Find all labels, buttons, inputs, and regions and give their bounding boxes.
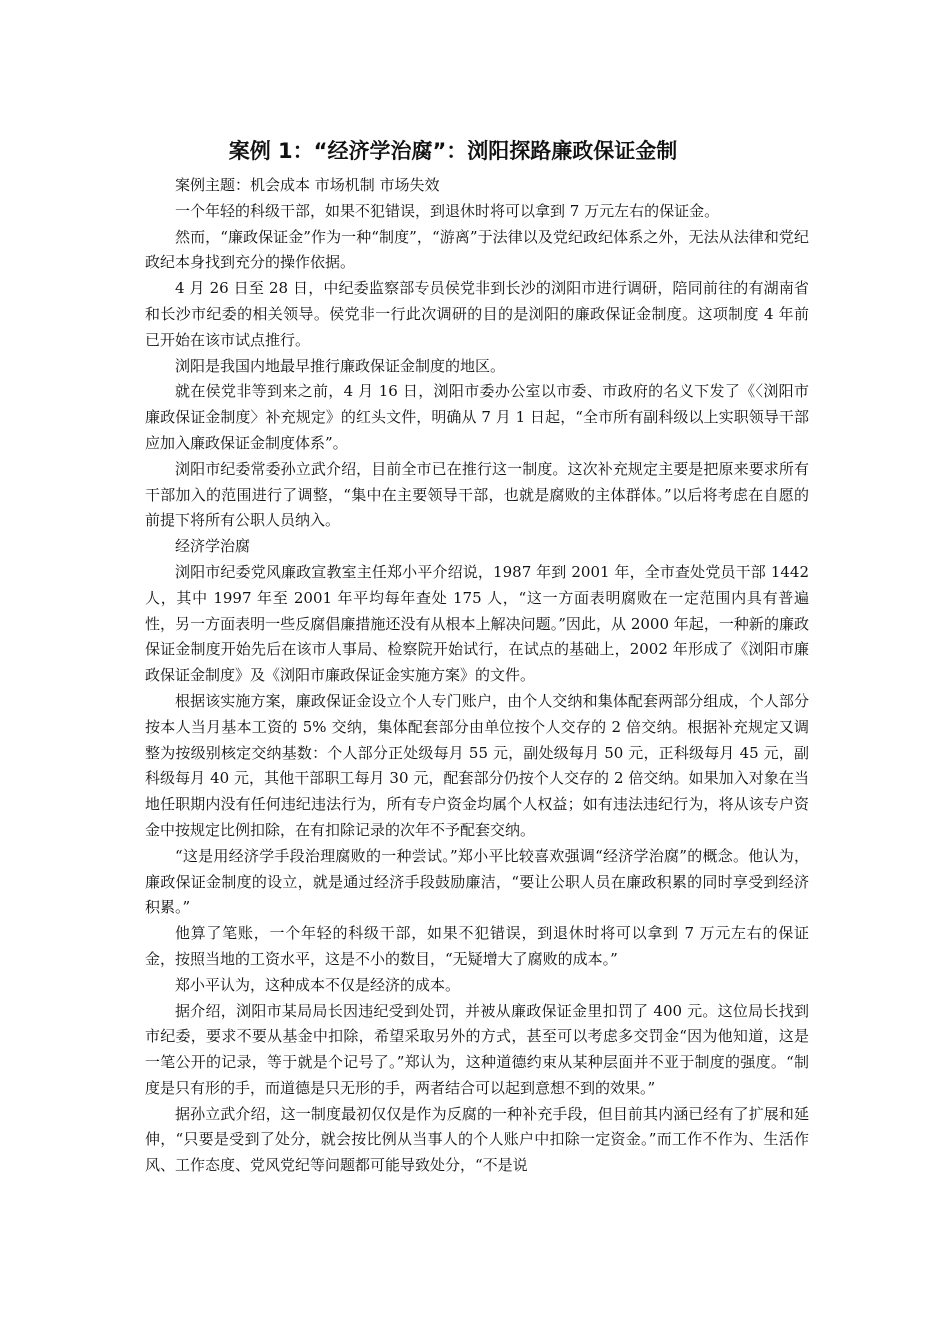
paragraph: “这是用经济学手段治理腐败的一种尝试。”郑小平比较喜欢强调“经济学治腐”的概念。他认为，廉政保证金制度的设立，就是通过经济手段鼓励廉洁，“要让公职人员在廉政积累的同时享受到经济积累。” — [145, 846, 809, 917]
paragraph: 浏阳市纪委常委孙立武介绍，目前全市已在推行这一制度。这次补充规定主要是把原来要求所有干部加入的范围进行了调整，“集中在主要领导干部，也就是腐败的主体群体。”以后将考虑在自愿的前提下将所有公职人员纳入。 — [145, 459, 809, 530]
paragraph: 4 月 26 日至 28 日，中纪委监察部专员侯党非到长沙的浏阳市进行调研，陪同前往的有湖南省和长沙市纪委的相关领导。侯党非一行此次调研的目的是浏阳的廉政保证金制度。这项制度 4 年前已开始在该市试点推行。 — [145, 279, 809, 349]
paragraph: 浏阳是我国内地最早推行廉政保证金制度的地区。 — [175, 356, 506, 375]
paragraph: 他算了笔账，一个年轻的科级干部，如果不犯错误，到退休时将可以拿到 7 万元左右的保证金，按照当地的工资水平，这是不小的数目，“无疑增大了腐败的成本。” — [145, 924, 809, 968]
paragraph: 就在侯党非等到来之前，4 月 16 日，浏阳市委办公室以市委、市政府的名义下发了《〈浏阳市廉政保证金制度〉补充规定》的红头文件，明确从 7 月 1 日起，“全市所有副科级以上实职领导干部应加入廉政保证金制度体系”。 — [145, 382, 809, 452]
section-heading: 经济学治腐 — [175, 537, 251, 556]
paragraph: 郑小平认为，这种成本不仅是经济的成本。 — [175, 975, 461, 994]
paragraph: 一个年轻的科级干部，如果不犯错误，到退休时将可以拿到 7 万元左右的保证金。 — [175, 201, 720, 220]
document-body — [145, 173, 809, 1179]
paragraph: 浏阳市纪委党风廉政宣教室主任郑小平介绍说，1987 年到 2001 年，全市查处党员干部 1442 人，其中 1997 年至 2001 年平均每年查处 175 人，“这一方面表明腐败在一定范围内具有普遍性，另一方面表明一些反腐倡廉措施还没有从根本上解决问题。”因此，从 2000 年起，一种新的廉政保证金制度开始先后在该市人事局、检察院开始试行，在试点的基础上，2002 年形成了《浏阳市廉政保证金制度》及《浏阳市廉政保证金实施方案》的文件。 — [145, 562, 809, 685]
paragraph: 根据该实施方案，廉政保证金设立个人专门账户，由个人交纳和集体配套两部分组成，个人部分按本人当月基本工资的 5% 交纳，集体配套部分由单位按个人交存的 2 倍交纳。根据补充规定又调整为按级别核定交纳基数：个人部分正处级每月 55 元，副处级每月 50 元，正科级每月 45 元，副科级每月 40 元，其他干部职工每月 30 元，配套部分仍按个人交存的 2 倍交纳。如果加入对象在当地任职期内没有任何违纪违法行为，所有专户资金均属个人权益；如有违法违纪行为，将从该专户资金中按规定比例扣除，在有扣除记录的次年不予配套交纳。 — [145, 691, 809, 839]
paragraph: 案例主题：机会成本 市场机制 市场失效 — [175, 176, 440, 194]
paragraph: 据介绍，浏阳市某局局长因违纪受到处罚，并被从廉政保证金里扣罚了 400 元。这位局长找到市纪委，要求不要从基金中扣除，希望采取另外的方式，甚至可以考虑多交罚金“因为他知道，这是一笔公开的记录，等于就是个记号了。”郑认为，这种道德约束从某种层面并不亚于制度的强度。“制度是只有形的手，而道德是只无形的手，两者结合可以起到意想不到的效果。” — [145, 1001, 809, 1097]
document-title: 案例 1：“经济学治腐”：浏阳探路廉政保证金制 — [228, 139, 678, 163]
paragraph: 然而，“廉政保证金”作为一种“制度”，“游离”于法律以及党纪政纪体系之外，无法从法律和党纪政纪本身找到充分的操作依据。 — [145, 227, 809, 272]
paragraph: 据孙立武介绍，这一制度最初仅仅是作为反腐的一种补充手段，但目前其内涵已经有了扩展和延伸，“只要是受到了处分，就会按比例从当事人的个人账户中扣除一定资金。”而工作不作为、生活作风、工作态度、党风党纪等问题都可能导致处分，“不是说 — [145, 1104, 809, 1175]
